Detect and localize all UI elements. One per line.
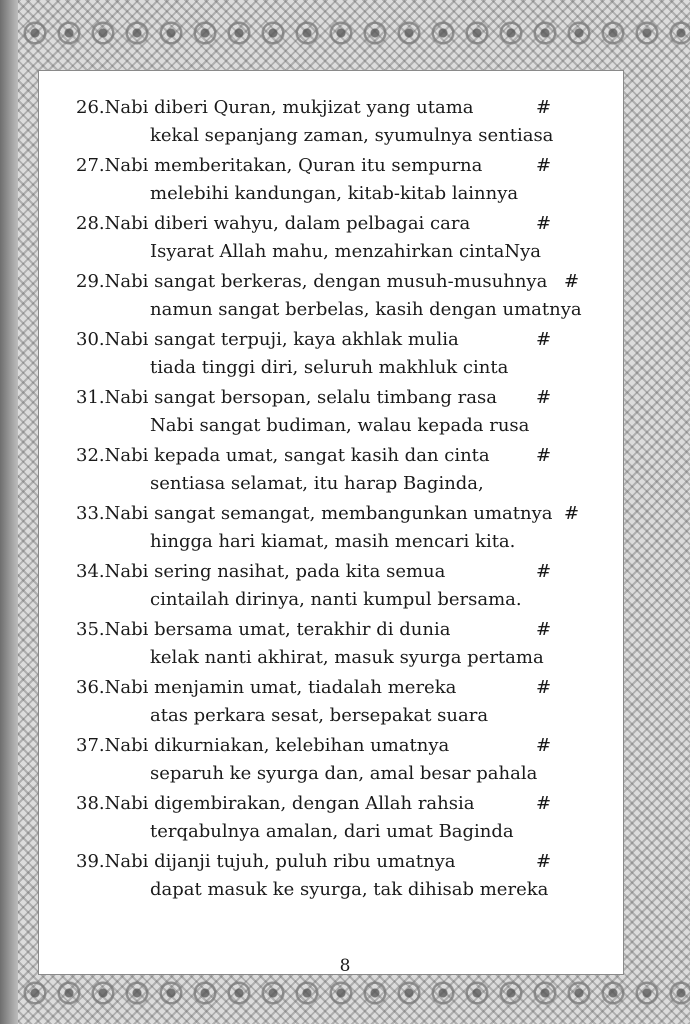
- verse-35: [76, 614, 596, 672]
- verse-marker: #: [536, 155, 552, 176]
- verse-38: [76, 788, 596, 846]
- verse-28: [76, 208, 596, 266]
- verse-34: [76, 556, 596, 614]
- verse-line-1: 29.Nabi sangat berkeras, dengan musuh-musuhnya: [76, 271, 548, 292]
- verse-line-2: dapat masuk ke syurga, tak dihisab mereka: [150, 879, 549, 900]
- verse-line-2: melebihi kandungan, kitab-kitab lainnya: [150, 183, 519, 204]
- verse-line-1: 28.Nabi diberi wahyu, dalam pelbagai cara: [76, 213, 471, 234]
- verse-line-1: 34.Nabi sering nasihat, pada kita semua: [76, 561, 446, 582]
- verse-31: [76, 382, 596, 440]
- verse-line-1: 39.Nabi dijanji tujuh, puluh ribu umatnya: [76, 851, 456, 872]
- verse-marker: #: [536, 97, 552, 118]
- verse-line-2: atas perkara sesat, bersepakat suara: [150, 705, 489, 726]
- verse-line-2: Isyarat Allah mahu, menzahirkan cintaNya: [150, 241, 542, 262]
- verse-line-1: 37.Nabi dikurniakan, kelebihan umatnya: [76, 735, 450, 756]
- top-ornament: [18, 18, 690, 48]
- verse-line-1: 35.Nabi bersama umat, terakhir di dunia: [76, 619, 451, 640]
- verse-33: [76, 498, 596, 556]
- verse-marker: #: [564, 503, 580, 524]
- verse-line-1: 31.Nabi sangat bersopan, selalu timbang rasa: [76, 387, 497, 408]
- verse-line-2: separuh ke syurga dan, amal besar pahala: [150, 763, 538, 784]
- verse-30: [76, 324, 596, 382]
- page-number: 8: [339, 956, 351, 976]
- verse-29: [76, 266, 596, 324]
- verse-line-2: terqabulnya amalan, dari umat Baginda: [150, 821, 514, 842]
- verse-list: [76, 92, 596, 904]
- verse-marker: #: [536, 735, 552, 756]
- verse-marker: #: [536, 851, 552, 872]
- verse-marker: #: [536, 213, 552, 234]
- verse-line-1: 27.Nabi memberitakan, Quran itu sempurna: [76, 155, 483, 176]
- verse-line-1: 36.Nabi menjamin umat, tiadalah mereka: [76, 677, 457, 698]
- verse-27: [76, 150, 596, 208]
- verse-line-2: sentiasa selamat, itu harap Baginda,: [150, 473, 484, 494]
- verse-marker: #: [536, 387, 552, 408]
- verse-line-1: 38.Nabi digembirakan, dengan Allah rahsia: [76, 793, 475, 814]
- verse-line-2: cintailah dirinya, nanti kumpul bersama.: [150, 589, 522, 610]
- verse-marker: #: [536, 677, 552, 698]
- verse-39: [76, 846, 596, 904]
- book-spine-shadow: [0, 0, 18, 1024]
- verse-line-2: kekal sepanjang zaman, syumulnya sentiasa: [150, 125, 554, 146]
- verse-marker: #: [564, 271, 580, 292]
- verse-line-2: hingga hari kiamat, masih mencari kita.: [150, 531, 516, 552]
- verse-line-2: Nabi sangat budiman, walau kepada rusa: [150, 415, 530, 436]
- verse-26: [76, 92, 596, 150]
- bottom-ornament: [18, 978, 690, 1008]
- verse-36: [76, 672, 596, 730]
- verse-marker: #: [536, 445, 552, 466]
- verse-marker: #: [536, 793, 552, 814]
- verse-line-1: 32.Nabi kepada umat, sangat kasih dan cinta: [76, 445, 490, 466]
- verse-line-1: 33.Nabi sangat semangat, membangunkan umatnya: [76, 503, 553, 524]
- verse-line-1: 30.Nabi sangat terpuji, kaya akhlak mulia: [76, 329, 459, 350]
- verse-32: [76, 440, 596, 498]
- verse-marker: #: [536, 329, 552, 350]
- verse-line-2: namun sangat berbelas, kasih dengan umatnya: [150, 299, 582, 320]
- verse-line-2: tiada tinggi diri, seluruh makhluk cinta: [150, 357, 509, 378]
- verse-line-1: 26.Nabi diberi Quran, mukjizat yang utama: [76, 97, 474, 118]
- verse-line-2: kelak nanti akhirat, masuk syurga pertama: [150, 647, 544, 668]
- verse-37: [76, 730, 596, 788]
- verse-marker: #: [536, 561, 552, 582]
- verse-marker: #: [536, 619, 552, 640]
